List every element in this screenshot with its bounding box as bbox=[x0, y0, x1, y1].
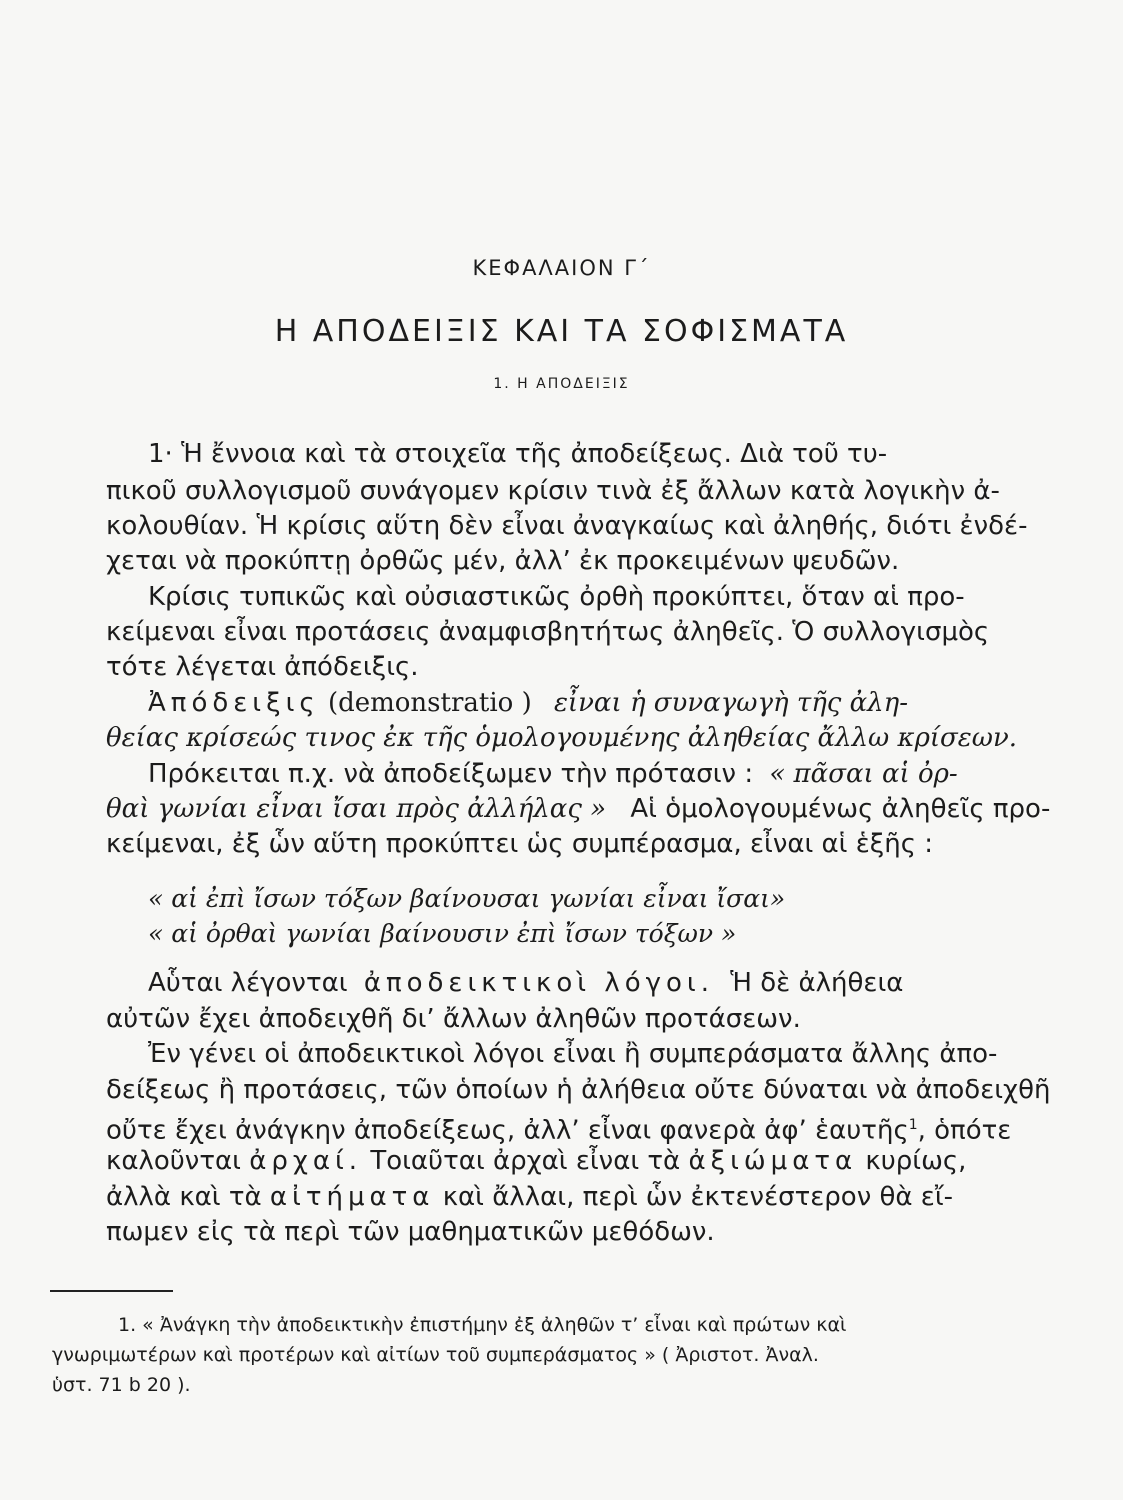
footnote-divider bbox=[50, 1290, 173, 1292]
term-archai: ἀρχαί. bbox=[249, 1146, 363, 1176]
definition-term: Ἀπόδειξις bbox=[148, 688, 320, 718]
premises-intro: Αἱ ὁμολογουμένως ἀληθεῖς προ- bbox=[630, 794, 1051, 824]
paragraph-6-line-5 bbox=[106, 1181, 968, 1214]
paragraph-4-line-3: κείμεναι, ἐξ ὧν αὕτη προκύπτει ὡς συμπέρασμα, εἶναι αἱ ἑξῆς : bbox=[106, 829, 934, 859]
p6-l5-c: καὶ ἄλλαι, περὶ ὧν ἐκτενέστερον θὰ εἴ- bbox=[442, 1182, 954, 1212]
example-intro: Πρόκειται π.χ. νὰ ἀποδείξωμεν τὴν πρότασιν : bbox=[148, 759, 754, 789]
term-axiomata: ἀξιώματα bbox=[688, 1146, 858, 1176]
footnote-line-2: γνωριμωτέρων καὶ προτέρων καὶ αἰτίων τοῦ συμπεράσματος » ( Ἀριστοτ. Ἀναλ. bbox=[52, 1344, 819, 1366]
p5-text-c: Ἡ δὲ ἀλήθεια bbox=[730, 968, 904, 998]
p6-l4-e: κυρίως, bbox=[865, 1146, 967, 1176]
p6-l4-c: Τοιαῦται ἀρχαὶ εἶναι τὰ bbox=[370, 1146, 681, 1176]
footnote-line-3: ὑστ. 71 b 20 ). bbox=[52, 1374, 191, 1396]
paragraph-1-line-2: πικοῦ συλλογισμοῦ συνάγομεν κρίσιν τινὰ ἐξ ἄλλων κατὰ λογικὴν ἀ- bbox=[106, 476, 1000, 506]
p6-l3-tail: , ὁπότε bbox=[917, 1115, 1012, 1146]
p5-text-a: Αὗται λέγονται bbox=[148, 968, 348, 998]
definition-text: εἶναι ἡ συναγωγὴ τῆς ἀλη- bbox=[553, 688, 909, 718]
paragraph-2-line-3: τότε λέγεται ἀπόδειξις. bbox=[106, 652, 419, 682]
paragraph-1-line-4: χεται νὰ προκύπτῃ ὀρθῶς μέν, ἀλλ’ ἐκ προκειμένων ψευδῶν. bbox=[106, 546, 900, 576]
chapter-heading: ΚΕΦΑΛΑΙΟΝ Γ΄ bbox=[472, 256, 651, 280]
p6-l5-a: ἀλλὰ καὶ τὰ bbox=[106, 1182, 262, 1212]
paragraph-2-line-2: κείμεναι εἶναι προτάσεις ἀναμφισβητήτως ἀληθεῖς. Ὁ συλλογισμὸς bbox=[106, 617, 990, 647]
footnote-marker: 1 bbox=[908, 1117, 918, 1133]
example-proposition-end: θαὶ γωνίαι εἶναι ἴσαι πρὸς ἀλλήλας » bbox=[106, 794, 607, 824]
paragraph-6-line-6: πωμεν εἰς τὰ περὶ τῶν μαθηματικῶν μεθόδων. bbox=[106, 1217, 715, 1247]
term-apodeiktikoi-logoi: ἀποδεικτικοὶ λόγοι. bbox=[363, 968, 714, 998]
paragraph-6-line-2: δείξεως ἢ προτάσεις, τῶν ὁποίων ἡ ἀλήθεια οὔτε δύναται νὰ ἀποδειχθῆ bbox=[106, 1075, 1051, 1105]
paragraph-6-line-1: Ἐν γένει οἱ ἀποδεικτικοὶ λόγοι εἶναι ἢ συμπεράσματα ἄλλης ἀπο- bbox=[148, 1039, 998, 1069]
paragraph-6-line-4 bbox=[106, 1145, 968, 1178]
example-proposition-start: « πᾶσαι αἱ ὀρ- bbox=[769, 759, 958, 789]
paragraph-1-line-3: κολουθίαν. Ἡ κρίσις αὕτη δὲν εἶναι ἀναγκαίως καὶ ἀληθής, διότι ἐνδέ- bbox=[106, 511, 1028, 541]
p6-l3-text: οὔτε ἔχει ἀνάγκην ἀποδείξεως, ἀλλ’ εἶναι φανερὰ ἀφ’ ἑαυτῆς bbox=[106, 1115, 909, 1146]
section-heading: 1. Η ΑΠΟΔΕΙΞΙΣ bbox=[493, 376, 630, 392]
paragraph-4-line-2 bbox=[106, 793, 1051, 826]
paragraph-2-line-1: Κρίσις τυπικῶς καὶ οὐσιαστικῶς ὀρθὴ προκύπτει, ὅταν αἱ προ- bbox=[148, 582, 965, 612]
paragraph-5-line-2: αὐτῶν ἔχει ἀποδειχθῆ δι’ ἄλλων ἀληθῶν προτάσεων. bbox=[106, 1004, 801, 1034]
paragraph-5-line-1 bbox=[148, 967, 968, 1000]
footnote-line-1: 1. « Ἀνάγκη τὴν ἀποδεικτικὴν ἐπιστήμην ἐξ ἀληθῶν τ’ εἶναι καὶ πρώτων καὶ bbox=[118, 1314, 847, 1336]
paragraph-6-line-3 bbox=[106, 1109, 1012, 1148]
p6-l4-a: καλοῦνται bbox=[106, 1146, 241, 1176]
paragraph-1-line-1: 1· Ἡ ἔννοια καὶ τὰ στοιχεῖα τῆς ἀποδείξεως. Διὰ τοῦ τυ- bbox=[148, 439, 888, 469]
chapter-title: Η ΑΠΟΔΕΙΞΙΣ ΚΑΙ ΤΑ ΣΟΦΙΣΜΑΤΑ bbox=[274, 314, 849, 349]
term-aitimata: αἰτήματα bbox=[269, 1182, 435, 1212]
premise-quote-1: « αἱ ἐπὶ ἴσων τόξων βαίνουσαι γωνίαι εἶναι ἴσαι» bbox=[148, 884, 786, 913]
premise-quote-2: « αἱ ὀρθαὶ γωνίαι βαίνουσιν ἐπὶ ἴσων τόξων » bbox=[148, 919, 737, 948]
definition-latin: (demonstratio ) bbox=[327, 688, 532, 718]
paragraph-4-line-1 bbox=[148, 758, 968, 791]
definition-line-2: θείας κρίσεώς τινος ἐκ τῆς ὁμολογουμένης ἀληθείας ἄλλω κρίσεων. bbox=[106, 723, 1018, 753]
definition-line-1 bbox=[148, 687, 968, 720]
